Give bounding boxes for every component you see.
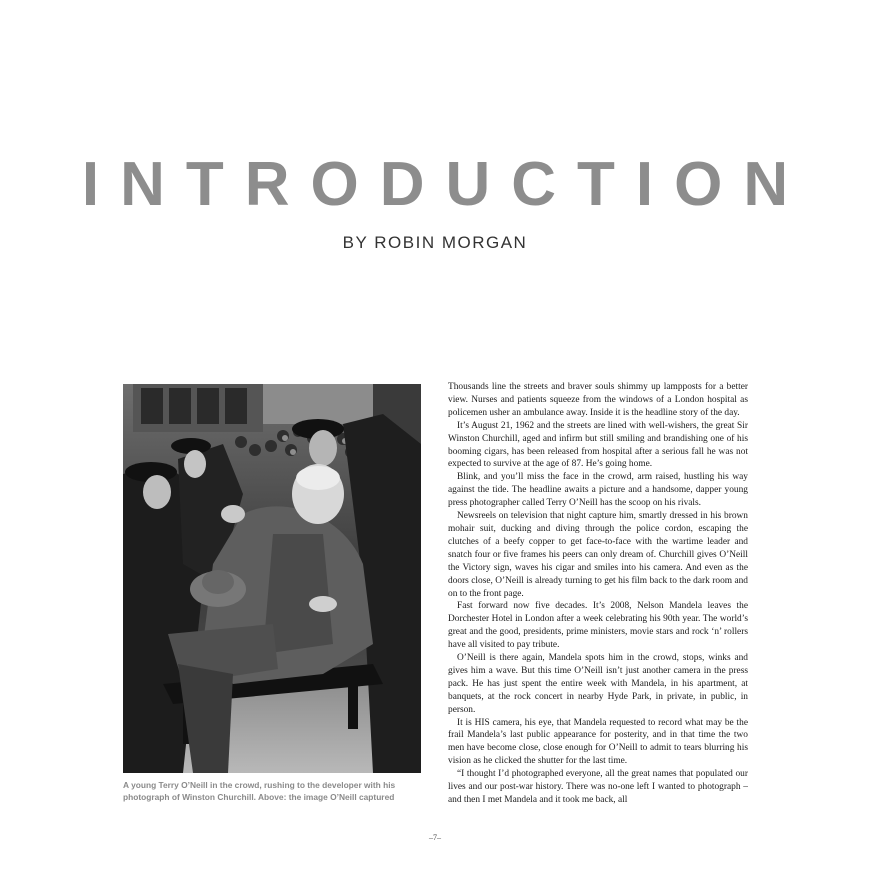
page-number: –7–: [429, 833, 441, 842]
article-paragraph: O’Neill is there again, Mandela spots him in the crowd, stops, winks and gives him a wave. But this time O’Neill isn’t just another camera in the press pack. He has just spent the entire week with Mandela, in his apartment, at banquets, at the rock concert in nearby Hyde Park, in private, in public, in person.: [448, 653, 748, 715]
article-paragraph: It is HIS camera, his eye, that Mandela requested to record what may be the frail Mandela’s last public appearance for posterity, and in that time the two men have become close, close enough for O’Neill to admit to tears blurring his vision as he clicked the shutter for the last time.: [448, 717, 748, 767]
article-body: [448, 381, 748, 807]
page-title: INTRODUCTION: [81, 150, 810, 219]
article-paragraph: It’s August 21, 1962 and the streets are lined with well-wishers, the great Sir Winston Churchill, aged and infirm but still smiling and brandishing one of his booming cigars, has been released from hospital after a serious fall he was not expected to survive at the age of 87. He’s going home.: [448, 420, 748, 470]
article-paragraph: Blink, and you’ll miss the face in the crowd, arm raised, hustling his way against the tide. The headline awaits a picture and a handsome, dapper young press photographer called Terry O’Neill has the scoop on his rivals.: [448, 472, 748, 509]
article-paragraph: Fast forward now five decades. It’s 2008, Nelson Mandela leaves the Dorchester Hotel in London after a week celebrating his 90th year. The world’s great and the good, presidents, prime ministers, movie stars and rock ‘n’ rollers have all visited to pay tribute.: [448, 601, 748, 651]
article-paragraph: Newsreels on television that night capture him, smartly dressed in his brown mohair suit, ducking and diving through the police cordon, escaping the clutches of a beefy copper to get face-to-face with the wartime leader and snatch four or five frames his peers can only dream of. Churchill gives O’Neill the Victory sign, waves his cigar and smiles into his camera. And even as the doors close, O’Neill is already turning to get his film back to the dark room and on to the front page.: [448, 511, 748, 599]
churchill-photograph: [123, 384, 421, 773]
author-byline: BY ROBIN MORGAN: [342, 233, 528, 252]
photo-caption: A young Terry O’Neill in the crowd, rushing to the developer with his photograph of Winston Churchill. Above: the image O’Neill captured: [123, 780, 396, 802]
article-paragraph: Thousands line the streets and braver souls shimmy up lampposts for a better view. Nurses and patients squeeze from the windows of a London hospital as policemen usher an ambulance away. Inside it is the headline story of the day.: [448, 382, 748, 418]
photo-illustration: [123, 384, 421, 773]
article-paragraph: “I thought I’d photographed everyone, all the great names that populated our lives and our post-war history. There was no-one left I wanted to photograph – and then I met Mandela and it took me back, all: [448, 769, 748, 805]
